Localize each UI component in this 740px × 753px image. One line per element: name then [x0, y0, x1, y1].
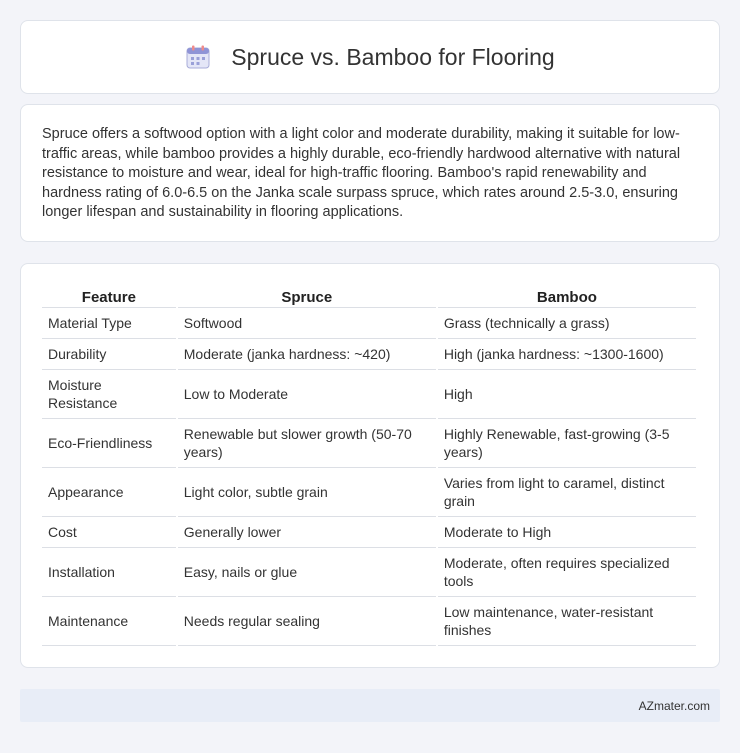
table-row — [42, 548, 696, 597]
spruce-cell: Generally lower — [178, 517, 436, 548]
feature-cell: Moisture Resistance — [42, 370, 176, 419]
bamboo-cell: Moderate, often requires specialized tools — [438, 548, 696, 597]
bamboo-cell: Grass (technically a grass) — [438, 308, 696, 339]
summary-card — [20, 104, 720, 242]
spruce-cell: Renewable but slower growth (50-70 years) — [178, 419, 436, 468]
bamboo-cell: Moderate to High — [438, 517, 696, 548]
feature-cell: Cost — [42, 517, 176, 548]
calendar-icon — [185, 44, 211, 70]
header-bamboo: Bamboo — [438, 285, 696, 308]
feature-cell: Appearance — [42, 468, 176, 517]
spruce-cell: Moderate (janka hardness: ~420) — [178, 339, 436, 370]
feature-cell: Eco-Friendliness — [42, 419, 176, 468]
table-row — [42, 419, 696, 468]
feature-cell: Installation — [42, 548, 176, 597]
table-row — [42, 339, 696, 370]
bamboo-cell: Highly Renewable, fast-growing (3-5 years) — [438, 419, 696, 468]
footer-site-link[interactable]: AZmater.com — [638, 698, 710, 713]
table-row — [42, 597, 696, 646]
feature-cell: Maintenance — [42, 597, 176, 646]
summary-text: Spruce offers a softwood option with a light color and moderate durability, making it suitable for low-traffic areas, while bamboo provides a highly durable, eco-friendly hardwood alternative with natural resistance to moisture and wear, ideal for high-traffic flooring. Bamboo's rapid renewability and hardness rating of 6.0-6.5 on the Janka scale surpass spruce, which rates around 2.5-3.0, ensuring longer lifespan and sustainability in flooring applications. — [42, 126, 681, 221]
header-spruce: Spruce — [178, 285, 436, 308]
spruce-cell: Light color, subtle grain — [178, 468, 436, 517]
bamboo-cell: Varies from light to caramel, distinct grain — [438, 468, 696, 517]
bamboo-cell: Low maintenance, water-resistant finishes — [438, 597, 696, 646]
table-row — [42, 517, 696, 548]
table-row — [42, 308, 696, 339]
feature-cell: Material Type — [42, 308, 176, 339]
footer — [20, 689, 720, 722]
table-row — [42, 468, 696, 517]
spruce-cell: Softwood — [178, 308, 436, 339]
header-feature: Feature — [42, 285, 176, 308]
page-title: Spruce vs. Bamboo for Flooring — [231, 43, 555, 70]
title-card — [20, 20, 720, 94]
bamboo-cell: High (janka hardness: ~1300-1600) — [438, 339, 696, 370]
comparison-table-card — [20, 263, 720, 668]
spruce-cell: Needs regular sealing — [178, 597, 436, 646]
spruce-cell: Easy, nails or glue — [178, 548, 436, 597]
table-row — [42, 370, 696, 419]
bamboo-cell: High — [438, 370, 696, 419]
spruce-cell: Low to Moderate — [178, 370, 436, 419]
feature-cell: Durability — [42, 339, 176, 370]
comparison-table — [40, 285, 698, 646]
table-header-row — [42, 285, 696, 308]
